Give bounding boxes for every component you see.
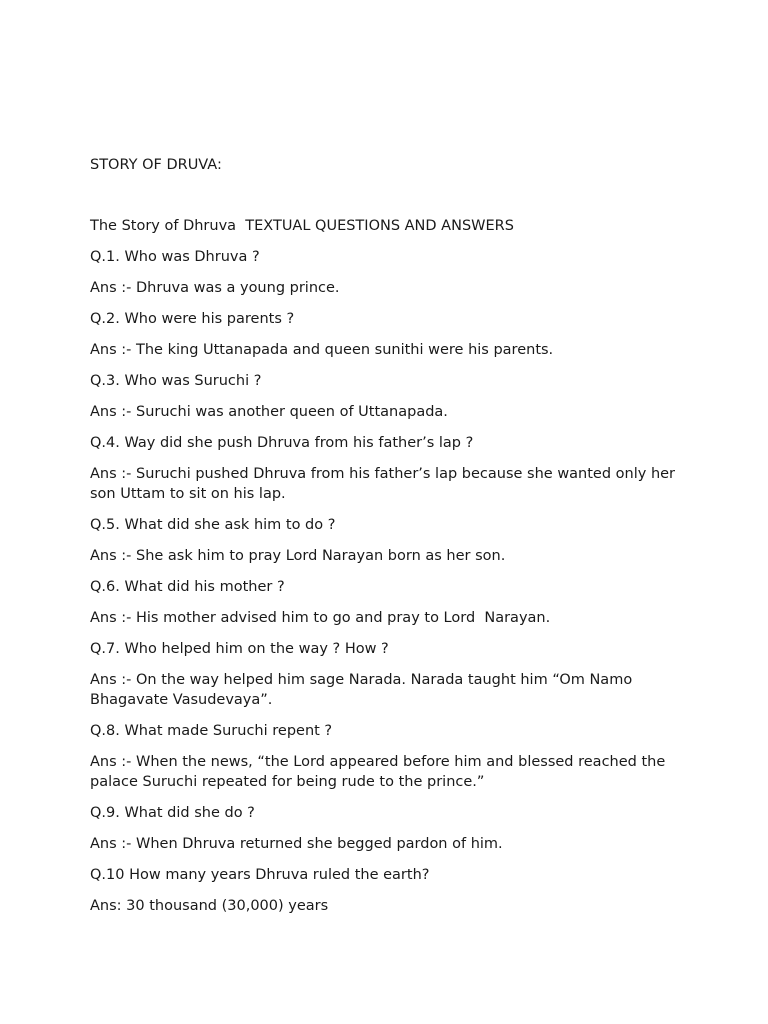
document-body — [90, 216, 680, 927]
answer-9: Ans :- When Dhruva returned she begged pardon of him. — [90, 836, 503, 852]
question-4: Q.4. Way did she push Dhruva from his father’s lap ? — [90, 435, 474, 451]
question-5: Q.5. What did she ask him to do ? — [90, 517, 336, 533]
answer-7: Ans :- On the way helped him sage Narada. Narada taught him “Om Namo Bhagavate Vasudevaya”. — [90, 672, 637, 708]
question-1: Q.1. Who was Dhruva ? — [90, 249, 260, 265]
document-title: STORY OF DRUVA: — [90, 157, 222, 173]
question-10: Q.10 How many years Dhruva ruled the earth? — [90, 867, 430, 883]
answer-4: Ans :- Suruchi pushed Dhruva from his father’s lap because she wanted only her son Uttam to sit on his lap. — [90, 466, 680, 502]
question-9: Q.9. What did she do ? — [90, 805, 255, 821]
answer-6: Ans :- His mother advised him to go and pray to Lord Narayan. — [90, 610, 551, 626]
answer-3: Ans :- Suruchi was another queen of Uttanapada. — [90, 404, 448, 420]
question-8: Q.8. What made Suruchi repent ? — [90, 723, 333, 739]
question-7: Q.7. Who helped him on the way ? How ? — [90, 641, 389, 657]
paragraph-heading: The Story of Dhruva TEXTUAL QUESTIONS AND ANSWERS — [90, 218, 514, 234]
answer-8: Ans :- When the news, “the Lord appeared before him and blessed reached the palace Suruchi repeated for being rude to the prince.” — [90, 754, 670, 790]
answer-2: Ans :- The king Uttanapada and queen sunithi were his parents. — [90, 342, 554, 358]
answer-1: Ans :- Dhruva was a young prince. — [90, 280, 340, 296]
answer-10: Ans: 30 thousand (30,000) years — [90, 898, 329, 914]
question-2: Q.2. Who were his parents ? — [90, 311, 295, 327]
question-6: Q.6. What did his mother ? — [90, 579, 285, 595]
answer-5: Ans :- She ask him to pray Lord Narayan born as her son. — [90, 548, 506, 564]
question-3: Q.3. Who was Suruchi ? — [90, 373, 262, 389]
